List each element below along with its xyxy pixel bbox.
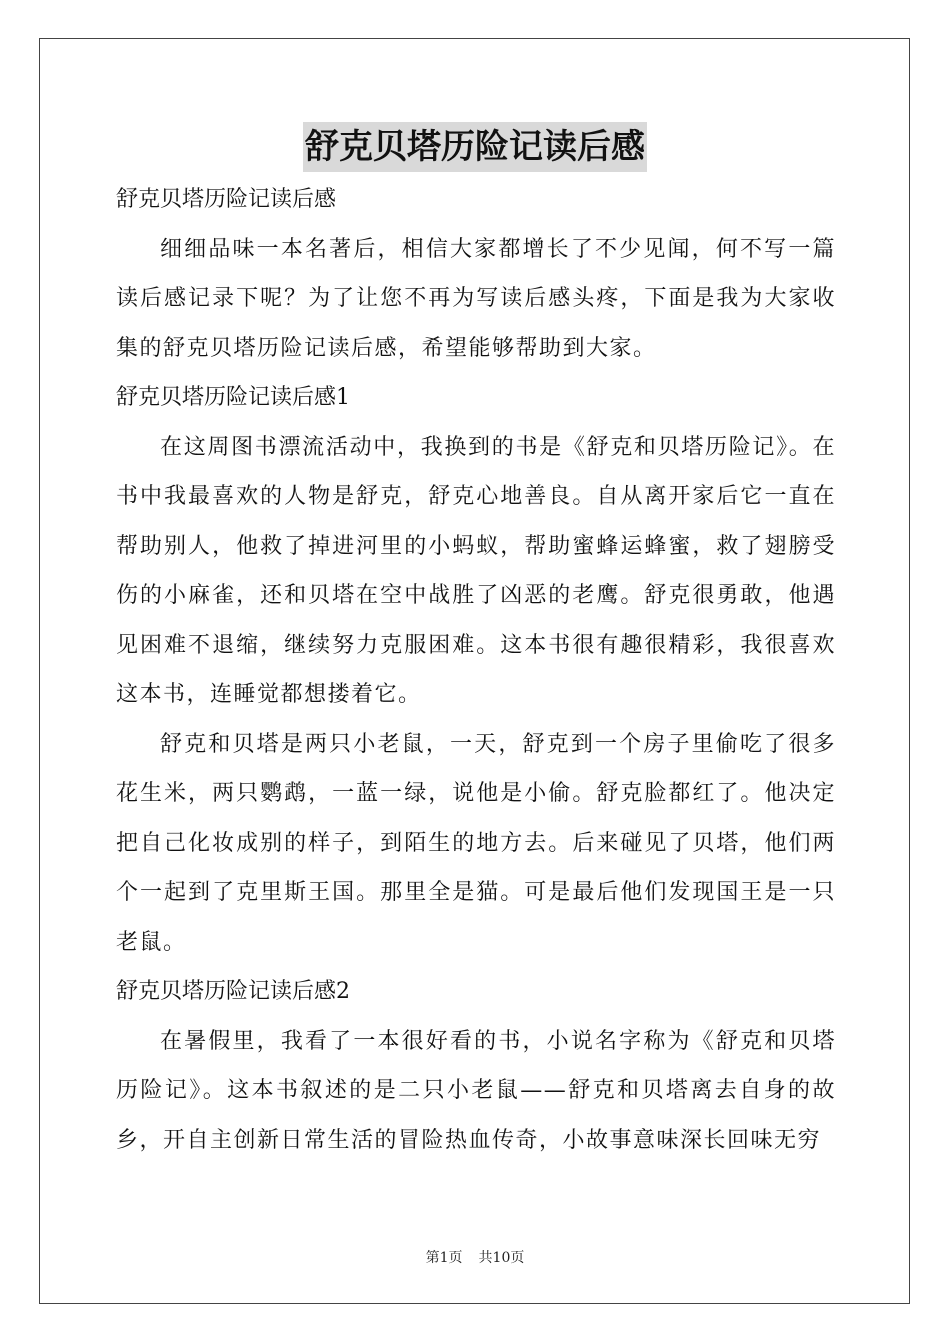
- document-title-text: 舒克贝塔历险记读后感: [303, 122, 647, 172]
- section-heading: 舒克贝塔历险记读后感: [116, 187, 337, 212]
- section-heading: 舒克贝塔历险记读后感2: [116, 979, 350, 1004]
- document-title: [0, 122, 950, 172]
- page-footer: [0, 1247, 950, 1267]
- paragraph: 在这周图书漂流活动中，我换到的书是《舒克和贝塔历险记》。在书中我最喜欢的人物是舒克，舒克心地善良。自从离开家后它一直在帮助别人，他救了掉进河里的小蚂蚁，帮助蜜蜂运蜂蜜，救了翅膀受伤的小麻雀，还和贝塔在空中战胜了凶恶的老鹰。舒克很勇敢，他遇见困难不退缩，继续努力克服困难。这本书很有趣很精彩，我很喜欢这本书，连睡觉都想搂着它。: [116, 434, 836, 707]
- page-number: 第1页: [425, 1250, 463, 1266]
- paragraph: 舒克和贝塔是两只小老鼠，一天，舒克到一个房子里偷吃了很多花生米，两只鹦鹉，一蓝一绿，说他是小偷。舒克脸都红了。他决定把自己化妆成别的样子，到陌生的地方去。后来碰见了贝塔，他们两个一起到了克里斯王国。那里全是猫。可是最后他们发现国王是一只老鼠。: [116, 731, 836, 955]
- page-total: 共10页: [478, 1250, 525, 1266]
- paragraph: 细细品味一本名著后，相信大家都增长了不少见闻，何不写一篇读后感记录下呢？为了让您不再为写读后感头疼，下面是我为大家收集的舒克贝塔历险记读后感，希望能够帮助到大家。: [116, 236, 836, 361]
- section-heading: 舒克贝塔历险记读后感1: [116, 385, 350, 410]
- paragraph: 在暑假里，我看了一本很好看的书，小说名字称为《舒克和贝塔历险记》。这本书叙述的是二只小老鼠——舒克和贝塔离去自身的故乡，开自主创新日常生活的冒险热血传奇，小故事意味深长回味无穷: [116, 1028, 836, 1153]
- document-body: [116, 175, 836, 1165]
